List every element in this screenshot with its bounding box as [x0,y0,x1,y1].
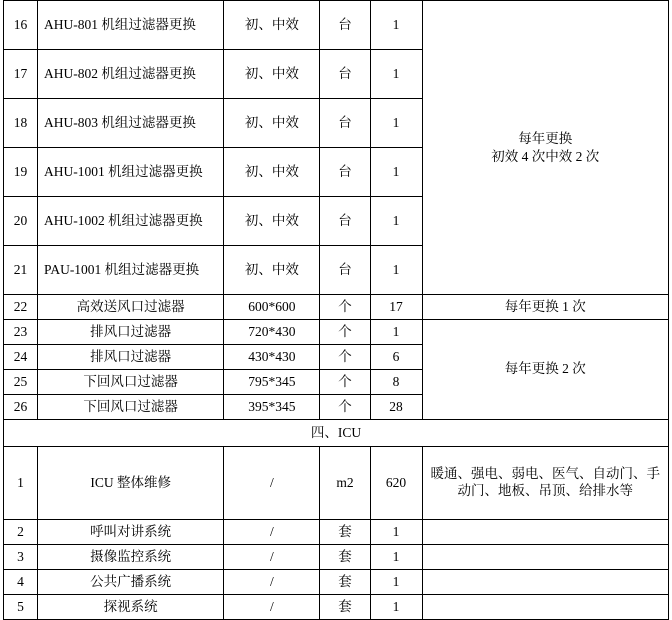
row-name: PAU-1001 机组过滤器更换 [38,246,224,295]
row-spec: 初、中效 [224,148,320,197]
row-no: 25 [4,370,38,395]
maintenance-items-table [3,0,669,620]
row-no: 19 [4,148,38,197]
note-rows-23-26: 每年更换 2 次 [422,320,668,420]
row-note [422,520,668,545]
row-spec: 初、中效 [224,197,320,246]
row-no: 20 [4,197,38,246]
row-spec: 初、中效 [224,99,320,148]
row-spec: 600*600 [224,295,320,320]
note-filters-line2: 初效 4 次中效 2 次 [491,148,600,164]
table-row [4,595,669,620]
row-spec: 初、中效 [224,246,320,295]
row-unit: 台 [320,148,370,197]
row-note [422,570,668,595]
row-name: 下回风口过滤器 [38,395,224,420]
row-qty: 1 [370,99,422,148]
row-note [422,595,668,620]
row-no: 23 [4,320,38,345]
row-no: 22 [4,295,38,320]
row-spec: 395*345 [224,395,320,420]
row-unit: 个 [320,395,370,420]
row-no: 17 [4,50,38,99]
row-unit: 个 [320,370,370,395]
row-unit: 套 [320,520,370,545]
row-unit: 台 [320,50,370,99]
row-unit: 套 [320,545,370,570]
row-unit: 台 [320,1,370,50]
table-row [4,320,669,345]
row-spec: 初、中效 [224,50,320,99]
row-name: 排风口过滤器 [38,320,224,345]
row-qty: 1 [370,1,422,50]
row-qty: 1 [370,246,422,295]
row-no: 21 [4,246,38,295]
row-note [422,545,668,570]
row-spec: / [224,570,320,595]
table-row [4,520,669,545]
row-qty: 1 [370,570,422,595]
row-qty: 1 [370,520,422,545]
table-row [4,447,669,520]
note-icu-overall: 暖通、强电、弱电、医气、自动门、手动门、地板、吊顶、给排水等 [422,447,668,520]
row-qty: 28 [370,395,422,420]
row-unit: 台 [320,197,370,246]
row-unit: 套 [320,595,370,620]
row-no: 5 [4,595,38,620]
row-no: 26 [4,395,38,420]
row-unit: 套 [320,570,370,595]
table-row [4,545,669,570]
row-spec: / [224,545,320,570]
row-name: AHU-1001 机组过滤器更换 [38,148,224,197]
row-name: AHU-802 机组过滤器更换 [38,50,224,99]
note-filters-group [422,1,668,295]
row-name: ICU 整体维修 [38,447,224,520]
section-row [4,420,669,447]
row-name: AHU-1002 机组过滤器更换 [38,197,224,246]
row-qty: 6 [370,345,422,370]
row-name: 公共广播系统 [38,570,224,595]
row-no: 4 [4,570,38,595]
row-spec: / [224,595,320,620]
row-unit: 个 [320,295,370,320]
row-no: 18 [4,99,38,148]
row-no: 24 [4,345,38,370]
row-name: 探视系统 [38,595,224,620]
row-name: 下回风口过滤器 [38,370,224,395]
row-spec: / [224,447,320,520]
row-unit: 台 [320,246,370,295]
row-name: 呼叫对讲系统 [38,520,224,545]
row-qty: 1 [370,50,422,99]
table-row [4,1,669,50]
section-title-icu: 四、ICU [4,420,669,447]
table-row [4,570,669,595]
note-filters-line1: 每年更换 [518,130,573,146]
row-no: 16 [4,1,38,50]
row-name: AHU-801 机组过滤器更换 [38,1,224,50]
table-row [4,295,669,320]
row-no: 1 [4,447,38,520]
row-spec: 795*345 [224,370,320,395]
row-unit: 个 [320,320,370,345]
row-qty: 620 [370,447,422,520]
row-no: 3 [4,545,38,570]
note-row-22: 每年更换 1 次 [422,295,668,320]
row-spec: 430*430 [224,345,320,370]
row-qty: 1 [370,197,422,246]
row-name: 排风口过滤器 [38,345,224,370]
row-name: 高效送风口过滤器 [38,295,224,320]
row-qty: 17 [370,295,422,320]
row-name: 摄像监控系统 [38,545,224,570]
row-no: 2 [4,520,38,545]
row-qty: 1 [370,320,422,345]
row-unit: 个 [320,345,370,370]
row-spec: 720*430 [224,320,320,345]
row-qty: 1 [370,595,422,620]
row-name: AHU-803 机组过滤器更换 [38,99,224,148]
row-spec: 初、中效 [224,1,320,50]
row-unit: m2 [320,447,370,520]
row-unit: 台 [320,99,370,148]
row-spec: / [224,520,320,545]
row-qty: 8 [370,370,422,395]
row-qty: 1 [370,545,422,570]
row-qty: 1 [370,148,422,197]
